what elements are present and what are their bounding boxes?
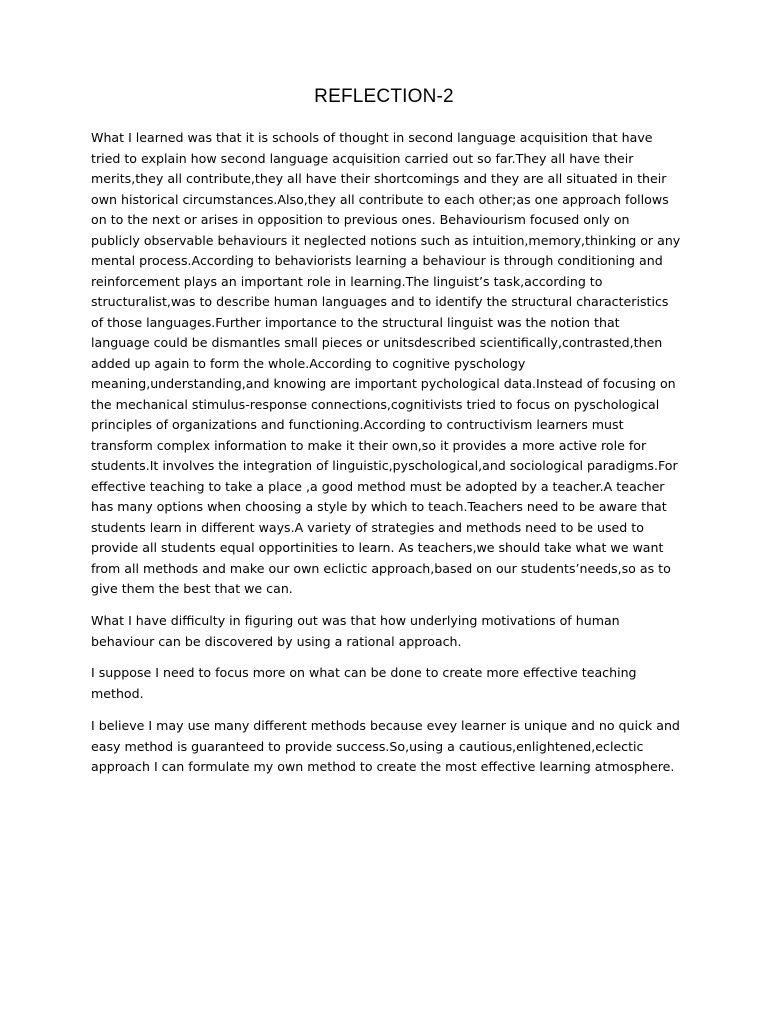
text-line: has many options when choosing a style by which to teach.Teachers need to be aware that <box>91 499 667 514</box>
text-line: easy method is guaranteed to provide success.So,using a cautious,enlightened,eclectic <box>91 738 644 754</box>
text-line: meaning,understanding,and knowing are important pychological data.Instead of focusing on <box>91 376 676 391</box>
text-line: students learn in different ways.A variety of strategies and methods need to be used to <box>91 519 644 535</box>
text-line: the mechanical stimulus-response connections,cognitivists tried to focus on pyschological <box>91 396 660 412</box>
text-line: reinforcement plays an important role in learning.The linguist’s task,according to <box>91 273 603 289</box>
text-line: What I have difficulty in figuring out was that how underlying motivations of human <box>91 613 620 628</box>
text-line: of those languages.Further importance to the structural linguist was the notion that <box>91 314 620 330</box>
text-line: structuralist,was to describe human languages and to identify the structural characteristics <box>91 294 669 309</box>
text-line: language could be dismantles small pieces or unitsdescribed scientifically,contrasted,then <box>91 335 663 350</box>
text-line: behaviour can be discovered by using a rational approach. <box>91 633 462 649</box>
paragraph-belief <box>91 716 681 778</box>
text-line: give them the best that we can. <box>91 581 293 596</box>
text-line: own historical circumstances.Also,they all contribute to each other;as one approach follows <box>91 191 669 207</box>
text-line: merits,they all contribute,they all have their shortcomings and they are all situated in their <box>91 171 667 186</box>
paragraph-learned <box>91 128 681 600</box>
paragraph-difficulty <box>91 611 681 652</box>
text-line: I believe I may use many different methods because evey learner is unique and no quick and <box>91 718 680 733</box>
text-line: on to the next or arises in opposition to previous ones. Behaviourism focused only on <box>91 212 630 227</box>
text-line: transform complex information to make it their own,so it provides a more active role for <box>91 437 647 453</box>
text-line: What I learned was that it is schools of thought in second language acquisition that have <box>91 130 653 145</box>
text-line: effective teaching to take a place ,a good method must be adopted by a teacher.A teacher <box>91 478 665 494</box>
text-line: students.It involves the integration of linguistic,pyschological,and sociological paradigms.For <box>91 458 678 473</box>
text-line: I suppose I need to focus more on what can be done to create more effective teaching <box>91 665 637 680</box>
text-line: tried to explain how second language acquisition carried out so far.They all have their <box>91 150 634 166</box>
text-line: publicly observable behaviours it neglected notions such as intuition,memory,thinking or any <box>91 232 681 248</box>
text-line: from all methods and make our own eclictic approach,based on our students’needs,so as to <box>91 560 671 576</box>
text-line: approach I can formulate my own method to create the most effective learning atmosphere. <box>91 759 675 774</box>
text-line: method. <box>91 685 144 701</box>
paragraph-focus <box>91 663 681 704</box>
text-line: added up again to form the whole.According to cognitive pyschology <box>91 355 526 371</box>
text-line: mental process.According to behaviorists learning a behaviour is through conditioning and <box>91 253 663 268</box>
text-line: principles of organizations and functioning.According to contructivism learners must <box>91 417 624 432</box>
text-line: provide all students equal opportinities to learn. As teachers,we should take what we want <box>91 540 664 555</box>
document-title: REFLECTION-2 <box>314 86 454 107</box>
